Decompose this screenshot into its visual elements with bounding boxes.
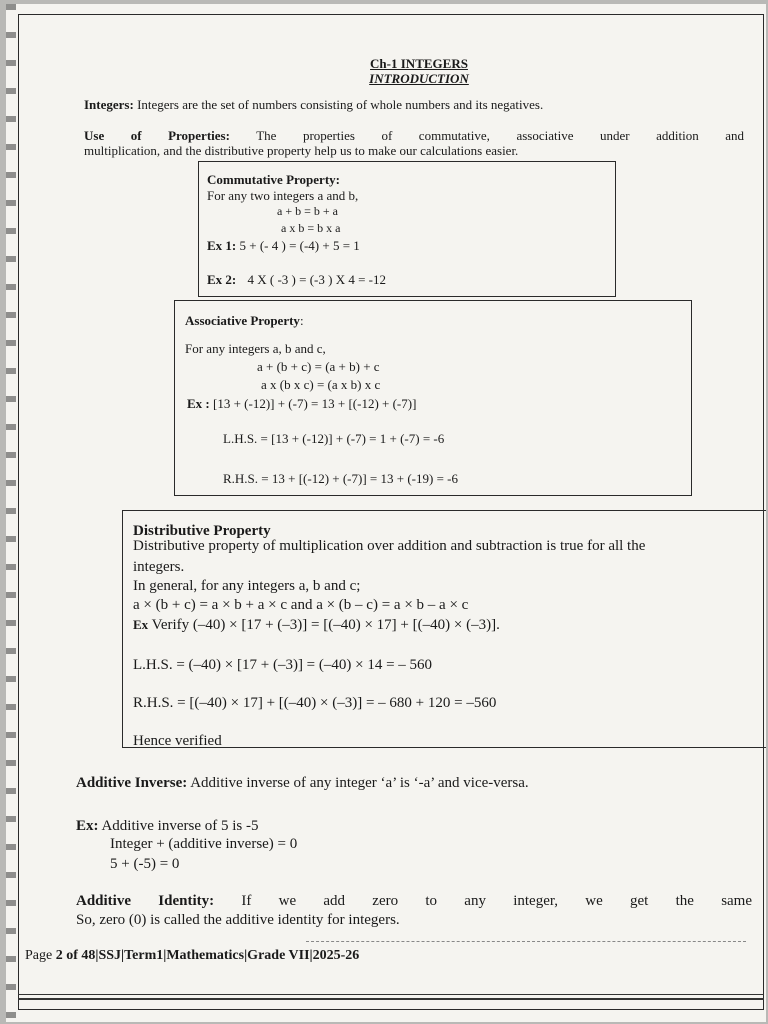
footer-page-number: 2 <box>55 948 63 963</box>
commutative-eq-add: a + b = b + a <box>277 204 338 218</box>
ex2-label: Ex 2: <box>207 272 237 287</box>
associative-title-colon: : <box>299 313 304 328</box>
additive-identity-text1: If we add zero to any integer, we get the same <box>241 893 753 909</box>
distributive-lhs: L.H.S. = (–40) × [17 + (–3)] = (–40) × 14 = – 560 <box>133 657 433 673</box>
associative-eq-mul: a x (b x c) = (a x b) x c <box>261 377 381 392</box>
ex2-text: 4 X ( -3 ) = (-3 ) X 4 = -12 <box>247 272 386 287</box>
commutative-eq-mul: a x b = b x a <box>281 221 341 235</box>
section-title: INTRODUCTION <box>369 71 469 86</box>
distributive-conclusion: Hence verified <box>133 733 222 749</box>
associative-example <box>187 396 416 412</box>
commutative-example-2 <box>207 272 386 288</box>
commutative-intro: For any two integers a and b, <box>207 188 359 203</box>
footer-rule <box>306 941 746 942</box>
additive-inverse-text: Additive inverse of any integer ‘a’ is ‘-a’ and vice-versa. <box>190 775 529 791</box>
distributive-ex-text: Verify (–40) × [17 + (–3)] = [(–40) × 17] + [(–40) × (–3)]. <box>151 617 500 633</box>
ex1-label: Ex 1: <box>207 238 237 253</box>
distributive-line1: Distributive property of multiplication over addition and subtraction is true for all the <box>133 538 646 554</box>
additive-inverse-definition <box>76 775 529 792</box>
footer-divider-thin <box>18 994 764 995</box>
distributive-general-eq: a × (b + c) = a × b + a × c and a × (b – c) = a × b – a × c <box>133 597 469 613</box>
distributive-title: Distributive Property <box>133 523 271 539</box>
additive-identity-line1 <box>76 893 752 910</box>
distributive-box <box>122 510 766 748</box>
document-page <box>6 4 766 1022</box>
distributive-example <box>133 617 500 634</box>
ex1-text: 5 + (- 4 ) = (-4) + 5 = 1 <box>239 238 360 253</box>
page-footer <box>25 948 359 964</box>
use-of-properties-label: Use of Properties: <box>84 128 230 143</box>
additive-inverse-ex3: 5 + (-5) = 0 <box>110 856 180 872</box>
additive-inverse-ex-label: Ex: <box>76 818 99 834</box>
footer-page-rest: of 48|SSJ|Term1|Mathematics|Grade VII|2025-26 <box>62 948 360 963</box>
additive-identity-label: Additive Identity: <box>76 893 215 909</box>
distributive-line3: In general, for any integers a, b and c; <box>133 578 361 594</box>
distributive-rhs: R.H.S. = [(–40) × 17] + [(–40) × (–3)] = – 680 + 120 = –560 <box>133 695 497 711</box>
distributive-ex-label: Ex <box>133 617 149 632</box>
associative-title-text: Associative Property <box>185 313 300 328</box>
associative-title <box>185 313 304 329</box>
integers-text: Integers are the set of numbers consisting of whole numbers and its negatives. <box>137 97 544 112</box>
chapter-title: Ch-1 INTEGERS <box>370 56 468 71</box>
associative-lhs: L.H.S. = [13 + (-12)] + (-7) = 1 + (-7) = -6 <box>223 431 445 446</box>
footer-page-prefix: Page <box>25 948 56 963</box>
additive-inverse-ex2: Integer + (additive inverse) = 0 <box>110 836 298 852</box>
additive-inverse-ex1: Additive inverse of 5 is -5 <box>101 818 259 834</box>
integers-definition <box>84 97 754 112</box>
footer-divider-thick <box>18 998 764 1000</box>
commutative-example-1 <box>207 238 360 254</box>
commutative-title: Commutative Property: <box>207 172 340 187</box>
spiral-binding <box>6 4 16 1022</box>
use-of-properties-line1 <box>84 128 744 143</box>
distributive-line2: integers. <box>133 559 185 575</box>
associative-ex-label: Ex : <box>187 396 210 411</box>
use-of-properties-text1: The properties of commutative, associative under addition and <box>256 128 745 143</box>
additive-inverse-example <box>76 818 259 835</box>
associative-intro: For any integers a, b and c, <box>185 341 326 356</box>
associative-ex-text: [13 + (-12)] + (-7) = 13 + [(-12) + (-7)] <box>213 396 417 411</box>
additive-identity-line2: So, zero (0) is called the additive identity for integers. <box>76 912 400 928</box>
associative-rhs: R.H.S. = 13 + [(-12) + (-7)] = 13 + (-19) = -6 <box>223 471 458 486</box>
integers-label: Integers: <box>84 97 134 112</box>
associative-eq-add: a + (b + c) = (a + b) + c <box>257 359 380 374</box>
associative-box <box>174 300 692 496</box>
commutative-box <box>198 161 616 297</box>
use-of-properties-line2: multiplication, and the distributive property help us to make our calculations easier. <box>84 143 519 158</box>
additive-inverse-label: Additive Inverse: <box>76 775 188 791</box>
